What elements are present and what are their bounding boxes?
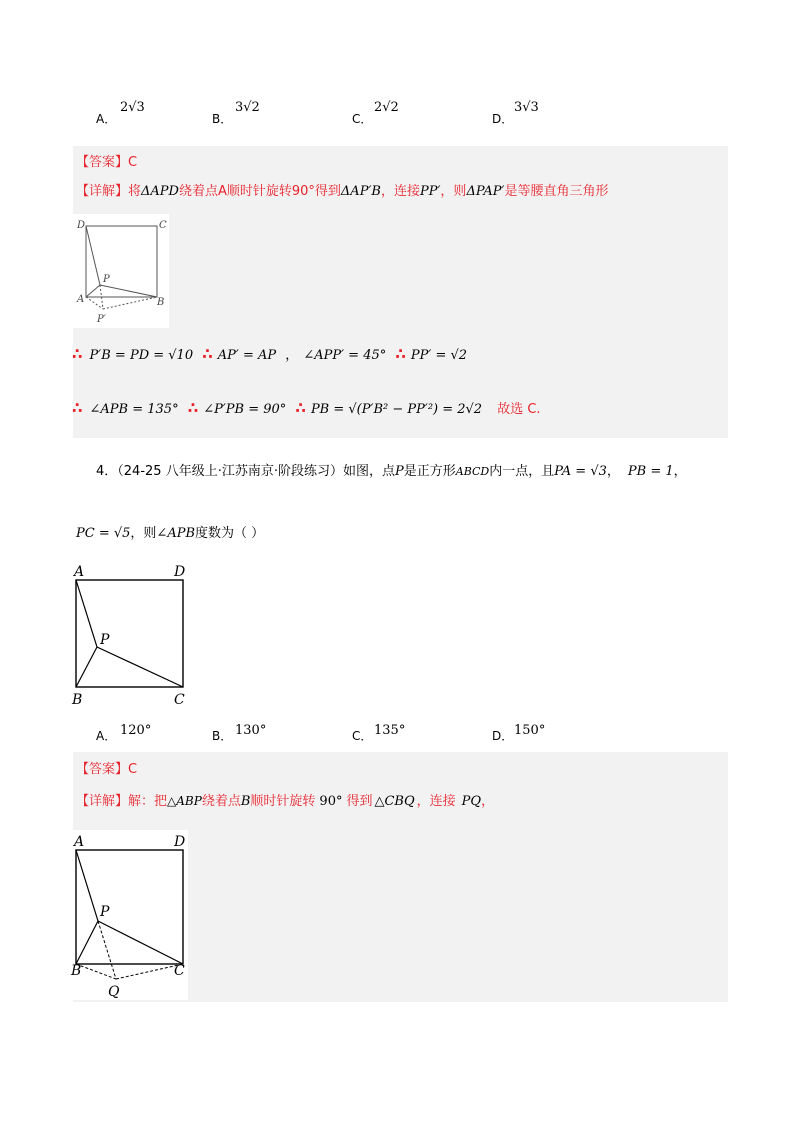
q4-math-angle-apb: ∠APB [156,526,196,541]
q4-detail-math-90: 90° [319,794,343,809]
q4-figure [68,560,198,708]
q3-comma: ， [285,348,299,363]
q4-solution-figure [68,830,188,1000]
q4-sol-label-c: C [174,963,185,979]
q3-detail-text-1: 将 [128,184,142,199]
q4-text-3: 内一点，且 [489,464,555,479]
q3-detail-text-4: ，则 [440,184,467,199]
q4-text-5: ， [673,464,687,479]
q3-eq-ap: AP′ = AP [217,348,277,363]
q4-label-c: C [174,692,185,708]
q4-detail-math-b: B [240,794,251,809]
q3-label-pprime: P′ [97,314,106,325]
q3-option-d-value: 3√3 [514,100,539,115]
q4-detail-text-6: ， [481,794,495,809]
q3-eq-pb: PB = √(P′B² − PP′²) = 2√2 [310,402,483,417]
q3-option-b-letter: B． [212,112,233,126]
q3-answer-value: C [128,155,138,170]
q3-answer-tag: 【答案】 [76,155,129,170]
q4-option-d-value: 150° [514,723,546,738]
q3-detail [76,180,608,199]
q4-sol-label-b: B [71,963,82,979]
q4-stem-line-2 [76,522,264,541]
q4-detail-text-3: 顺时针旋转 [250,794,316,809]
q3-label-p: P [103,274,110,285]
q4-sol-label-p: P [100,904,110,920]
q3-detail-math-3: PP′ [419,184,441,199]
q4-sol-label-q: Q [108,984,120,1000]
q3-line-2 [72,398,541,417]
q4-option-c-value: 135° [374,723,406,738]
q4-sol-label-d: D [174,834,186,850]
q4-square [76,580,183,687]
q4-seg-cp [97,647,183,687]
q4-math-pa: PA = √3 [554,464,607,479]
q3-option-d-letter: D． [492,112,514,126]
q4-number: 4． [96,464,118,479]
q4-sol-label-a: A [74,834,85,850]
q3-conclusion: 故选 C. [497,402,541,417]
therefore-icon: ∴ [72,399,83,417]
q3-detail-math-4: ΔPAP′ [466,184,505,199]
q4-option-a-value: 120° [120,723,152,738]
q4-detail-math-pq: PQ [461,794,482,809]
q3-eq-angle-app: ∠APP′ = 45° [303,348,387,363]
q3-label-b: B [157,297,165,308]
q3-detail-text-5: 是等腰直角三角形 [504,184,609,199]
q4-detail-math-cbq: △CBQ [374,794,415,809]
q4-option-c-letter: C． [352,729,373,743]
q3-label-d: D [77,220,86,231]
q3-eq-angle-apb: ∠APB = 135° [89,402,179,417]
q4-option-a-letter: A． [96,729,117,743]
q3-detail-tag: 【详解】 [76,184,129,199]
q3-label-c: C [159,220,167,231]
q4-detail-text-4: 得到 [346,794,373,809]
q3-eq-angle-ppb: ∠P′PB = 90° [203,402,287,417]
q3-option-c-value: 2√2 [374,100,399,115]
q4-stem-line-1 [96,460,687,479]
therefore-icon: ∴ [395,345,406,363]
q4-detail-text-1: 解：把 [128,794,168,809]
therefore-icon: ∴ [72,345,83,363]
q4-answer [76,758,137,777]
q3-detail-math-2: ΔAP′B [340,184,381,199]
q3-detail-text-3: ，连接 [380,184,420,199]
q4-math-pc: PC = √5 [76,526,131,541]
q4-text-4: ， [606,464,620,479]
q3-detail-math-1: ΔAPD [141,184,179,199]
q4-math-p: P [394,464,404,479]
q4-math-pb: PB = 1 [627,464,674,479]
q3-option-b-value: 3√2 [235,100,260,115]
q4-text-7: 度数为（ ） [195,526,265,541]
therefore-icon: ∴ [202,345,213,363]
q4-detail-text-5: ，连接 [416,794,456,809]
q3-option-c-letter: C． [352,112,373,126]
q3-eq-ppp: PP′ = √2 [410,348,468,363]
q4-seg-bp [76,647,97,687]
q4-detail-tag: 【详解】 [76,794,129,809]
q3-label-a: A [77,294,85,305]
q4-label-b: B [72,692,83,708]
q4-text-6: ，则 [130,526,157,541]
q4-label-d: D [174,564,186,580]
q4-source: （24-25 八年级上·江苏南京·阶段练习） [117,464,343,479]
q4-option-d-letter: D． [492,729,514,743]
q3-figure [73,214,169,328]
q4-text-2: 是正方形 [403,464,456,479]
q4-label-p: P [100,632,110,648]
q4-label-a: A [74,564,85,580]
q4-answer-value: C [128,762,138,777]
therefore-icon: ∴ [295,399,306,417]
q4-text-1: 如图，点 [342,464,395,479]
q3-answer [76,151,137,170]
q4-detail-text-2: 绕着点 [201,794,241,809]
q3-eq-pb-pd: P′B = PD = √10 [89,348,194,363]
q3-line-1 [72,344,467,363]
q3-option-a-letter: A． [96,112,117,126]
q4-math-abcd: ABCD [455,465,490,478]
q4-option-b-value: 130° [235,723,267,738]
q4-option-b-letter: B． [212,729,233,743]
q4-detail-math-abp: △ABP [167,794,202,808]
q4-detail [76,790,494,809]
q4-seg-ap [76,580,97,647]
q4-answer-tag: 【答案】 [76,762,129,777]
q3-option-a-value: 2√3 [120,100,145,115]
therefore-icon: ∴ [187,399,199,417]
q3-detail-text-2: 绕着点A顺时针旋转90°得到 [178,184,341,199]
